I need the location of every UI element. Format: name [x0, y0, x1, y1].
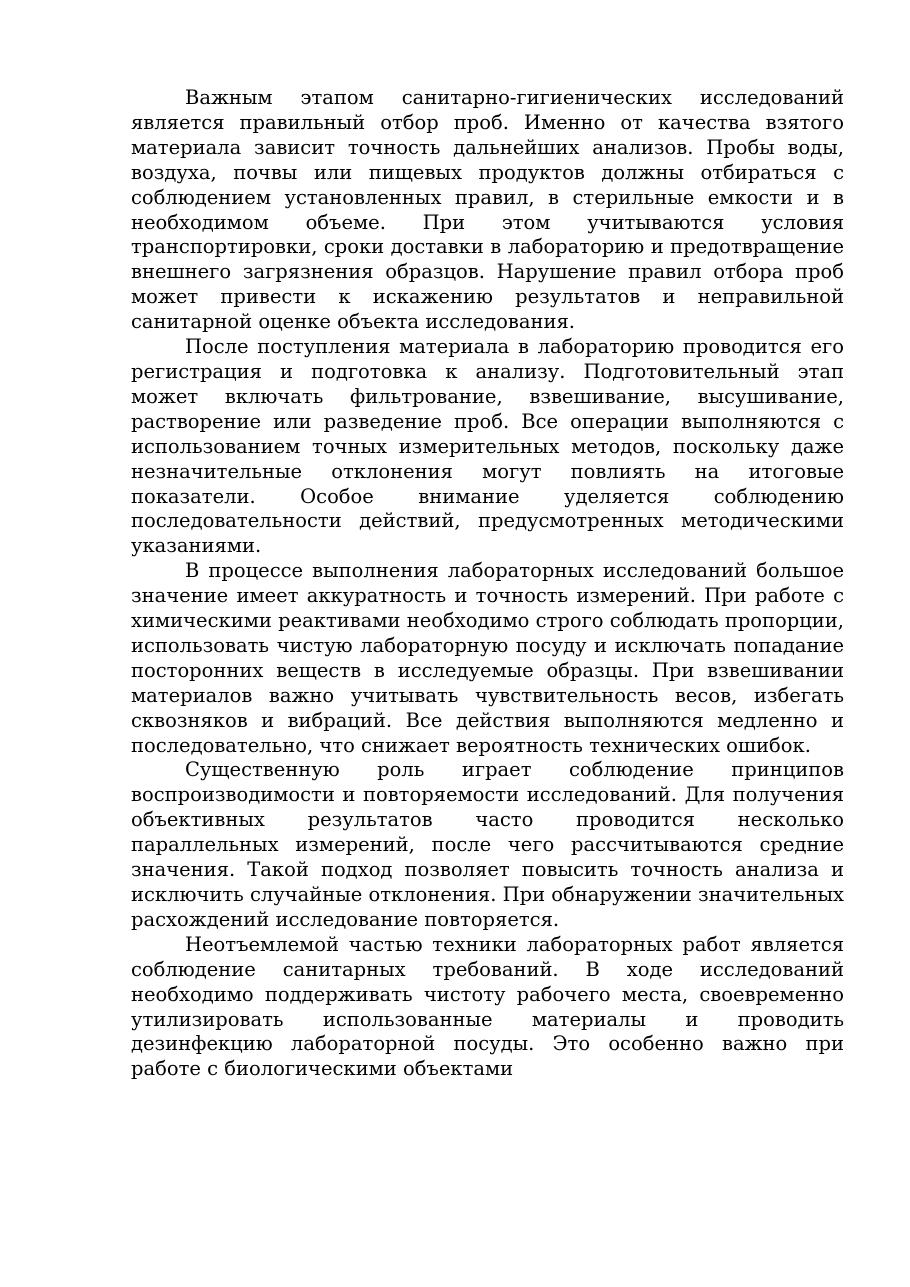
paragraph-reproducibility: Существенную роль играет соблюдение принципов воспроизводимости и повторяемости исследований. Для получения объективных результатов часто проводится несколько параллельных измерений, после чего рассчитываются средние значения. Такой подход позволяет повысить точность анализа и исключить случайные отклонения. При обнаружении значительных расхождений исследование повторяется.: [131, 758, 844, 931]
body-text: [131, 86, 844, 1082]
paragraph-sample-preparation: После поступления материала в лабораторию проводится его регистрация и подготовка к анализу. Подготовительный этап может включать фильтрование, взвешивание, высушивание, растворение или разведение проб. Все операции выполняются с использованием точных измерительных методов, поскольку даже незначительные отклонения могут повлиять на итоговые показатели. Особое внимание уделяется соблюдению последовательности действий, предусмотренных методическими указаниями.: [131, 335, 844, 558]
paragraph-sanitary-requirements: Неотъемлемой частью техники лабораторных работ является соблюдение санитарных требований. В ходе исследований необходимо поддерживать чистоту рабочего места, своевременно утилизировать использованные материалы и проводить дезинфекцию лабораторной посуды. Это особенно важно при работе с биологическими объектами: [131, 932, 844, 1081]
paragraph-sample-collection: Важным этапом санитарно-гигиенических исследований является правильный отбор проб. Именно от качества взятого материала зависит точность дальнейших анализов. Пробы воды, воздуха, почвы или пищевых продуктов должны отбираться с соблюдением установленных правил, в стерильные емкости и в необходимом объеме. При этом учитываются условия транспортировки, сроки доставки в лабораторию и предотвращение внешнего загрязнения образцов. Нарушение правил отбора проб может привести к искажению результатов и неправильной санитарной оценке объекта исследования.: [131, 86, 844, 334]
paragraph-measurement-accuracy: В процессе выполнения лабораторных исследований большое значение имеет аккуратность и точность измерений. При работе с химическими реактивами необходимо строго соблюдать пропорции, использовать чистую лабораторную посуду и исключать попадание посторонних веществ в исследуемые образцы. При взвешивании материалов важно учитывать чувствительность весов, избегать сквозняков и вибраций. Все действия выполняются медленно и последовательно, что снижает вероятность технических ошибок.: [131, 559, 844, 757]
